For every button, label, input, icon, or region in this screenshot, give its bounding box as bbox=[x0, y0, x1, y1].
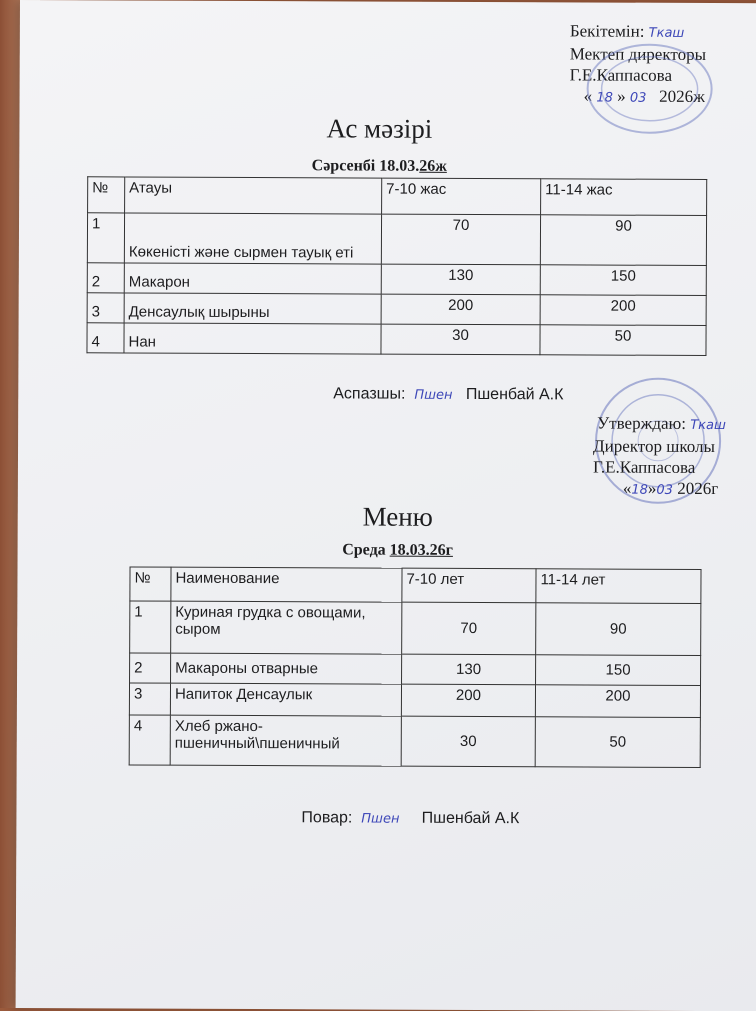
kz-cook-signature: Пшен bbox=[414, 387, 453, 403]
kz-cook-name: Пшенбай А.К bbox=[465, 385, 564, 404]
column-header: 11-14 лет bbox=[536, 569, 701, 604]
column-header: 7-10 жас bbox=[382, 178, 541, 215]
column-header: 7-10 лет bbox=[402, 568, 536, 603]
column-header: № bbox=[130, 567, 171, 601]
ru-director-signature: Ткаш bbox=[690, 417, 726, 434]
kz-director-signature: Ткаш bbox=[648, 25, 685, 41]
ru-page-title: Меню bbox=[362, 501, 433, 532]
kz-page-subtitle: Сәрсенбі 18.03.26ж bbox=[311, 157, 447, 175]
ru-page-subtitle: Среда 18.03.26г bbox=[342, 541, 453, 559]
table-row: 3 Денсаулық шырыны 200 200 bbox=[87, 293, 706, 326]
column-header: 11-14 жас bbox=[541, 179, 707, 216]
kz-cook-label: Аспазшы: bbox=[333, 385, 406, 403]
kz-director-title: Мектеп директоры bbox=[569, 44, 707, 64]
document-page bbox=[16, 0, 756, 1011]
table-row: 2 Макарон 130 150 bbox=[87, 263, 706, 296]
kz-menu-table bbox=[86, 176, 707, 356]
table-row: 4 Нан 30 50 bbox=[87, 323, 706, 356]
table-row: 3 Напиток Денсаулык 200 200 bbox=[129, 683, 700, 717]
column-header: № bbox=[88, 177, 125, 213]
column-header: Атауы bbox=[125, 177, 382, 214]
table-row: 1 Куриная грудка с овощами, сыром 70 90 bbox=[130, 601, 701, 655]
table-row: 2 Макароны отварные 130 150 bbox=[130, 653, 701, 685]
ru-approval-label: Утверждаю: bbox=[597, 413, 687, 433]
ru-cook-signature: Пшен bbox=[361, 811, 400, 827]
kz-cook-signature-line bbox=[333, 385, 563, 404]
ru-director-name: Г.Е.Каппасова bbox=[592, 457, 696, 477]
table-row: 4 Хлеб ржано-пшеничный\пшеничный 30 50 bbox=[129, 715, 700, 767]
table-header-row bbox=[88, 177, 707, 216]
ru-menu-table bbox=[129, 566, 702, 767]
kz-director-name: Г.Е.Каппасова bbox=[569, 65, 673, 85]
ru-director-title: Директор школы bbox=[593, 436, 716, 457]
column-header: Наименование bbox=[171, 567, 402, 602]
table-row: 1 Көкеністі және сырмен тауық еті 70 90 bbox=[87, 213, 706, 266]
kz-approval-date: « 18 » 03 2026ж bbox=[583, 86, 705, 106]
ru-cook-label: Повар: bbox=[301, 809, 353, 827]
table-header-row bbox=[130, 567, 701, 603]
ru-cook-signature-line bbox=[301, 809, 519, 828]
kz-approval-label: Бекітемін: bbox=[569, 21, 645, 41]
ru-approval-date: «18»03 2026г bbox=[622, 478, 719, 499]
kz-page-title: Ас мәзірі bbox=[326, 113, 433, 144]
ru-approval-block bbox=[593, 413, 726, 502]
ru-cook-name: Пшенбай А.К bbox=[421, 809, 520, 828]
